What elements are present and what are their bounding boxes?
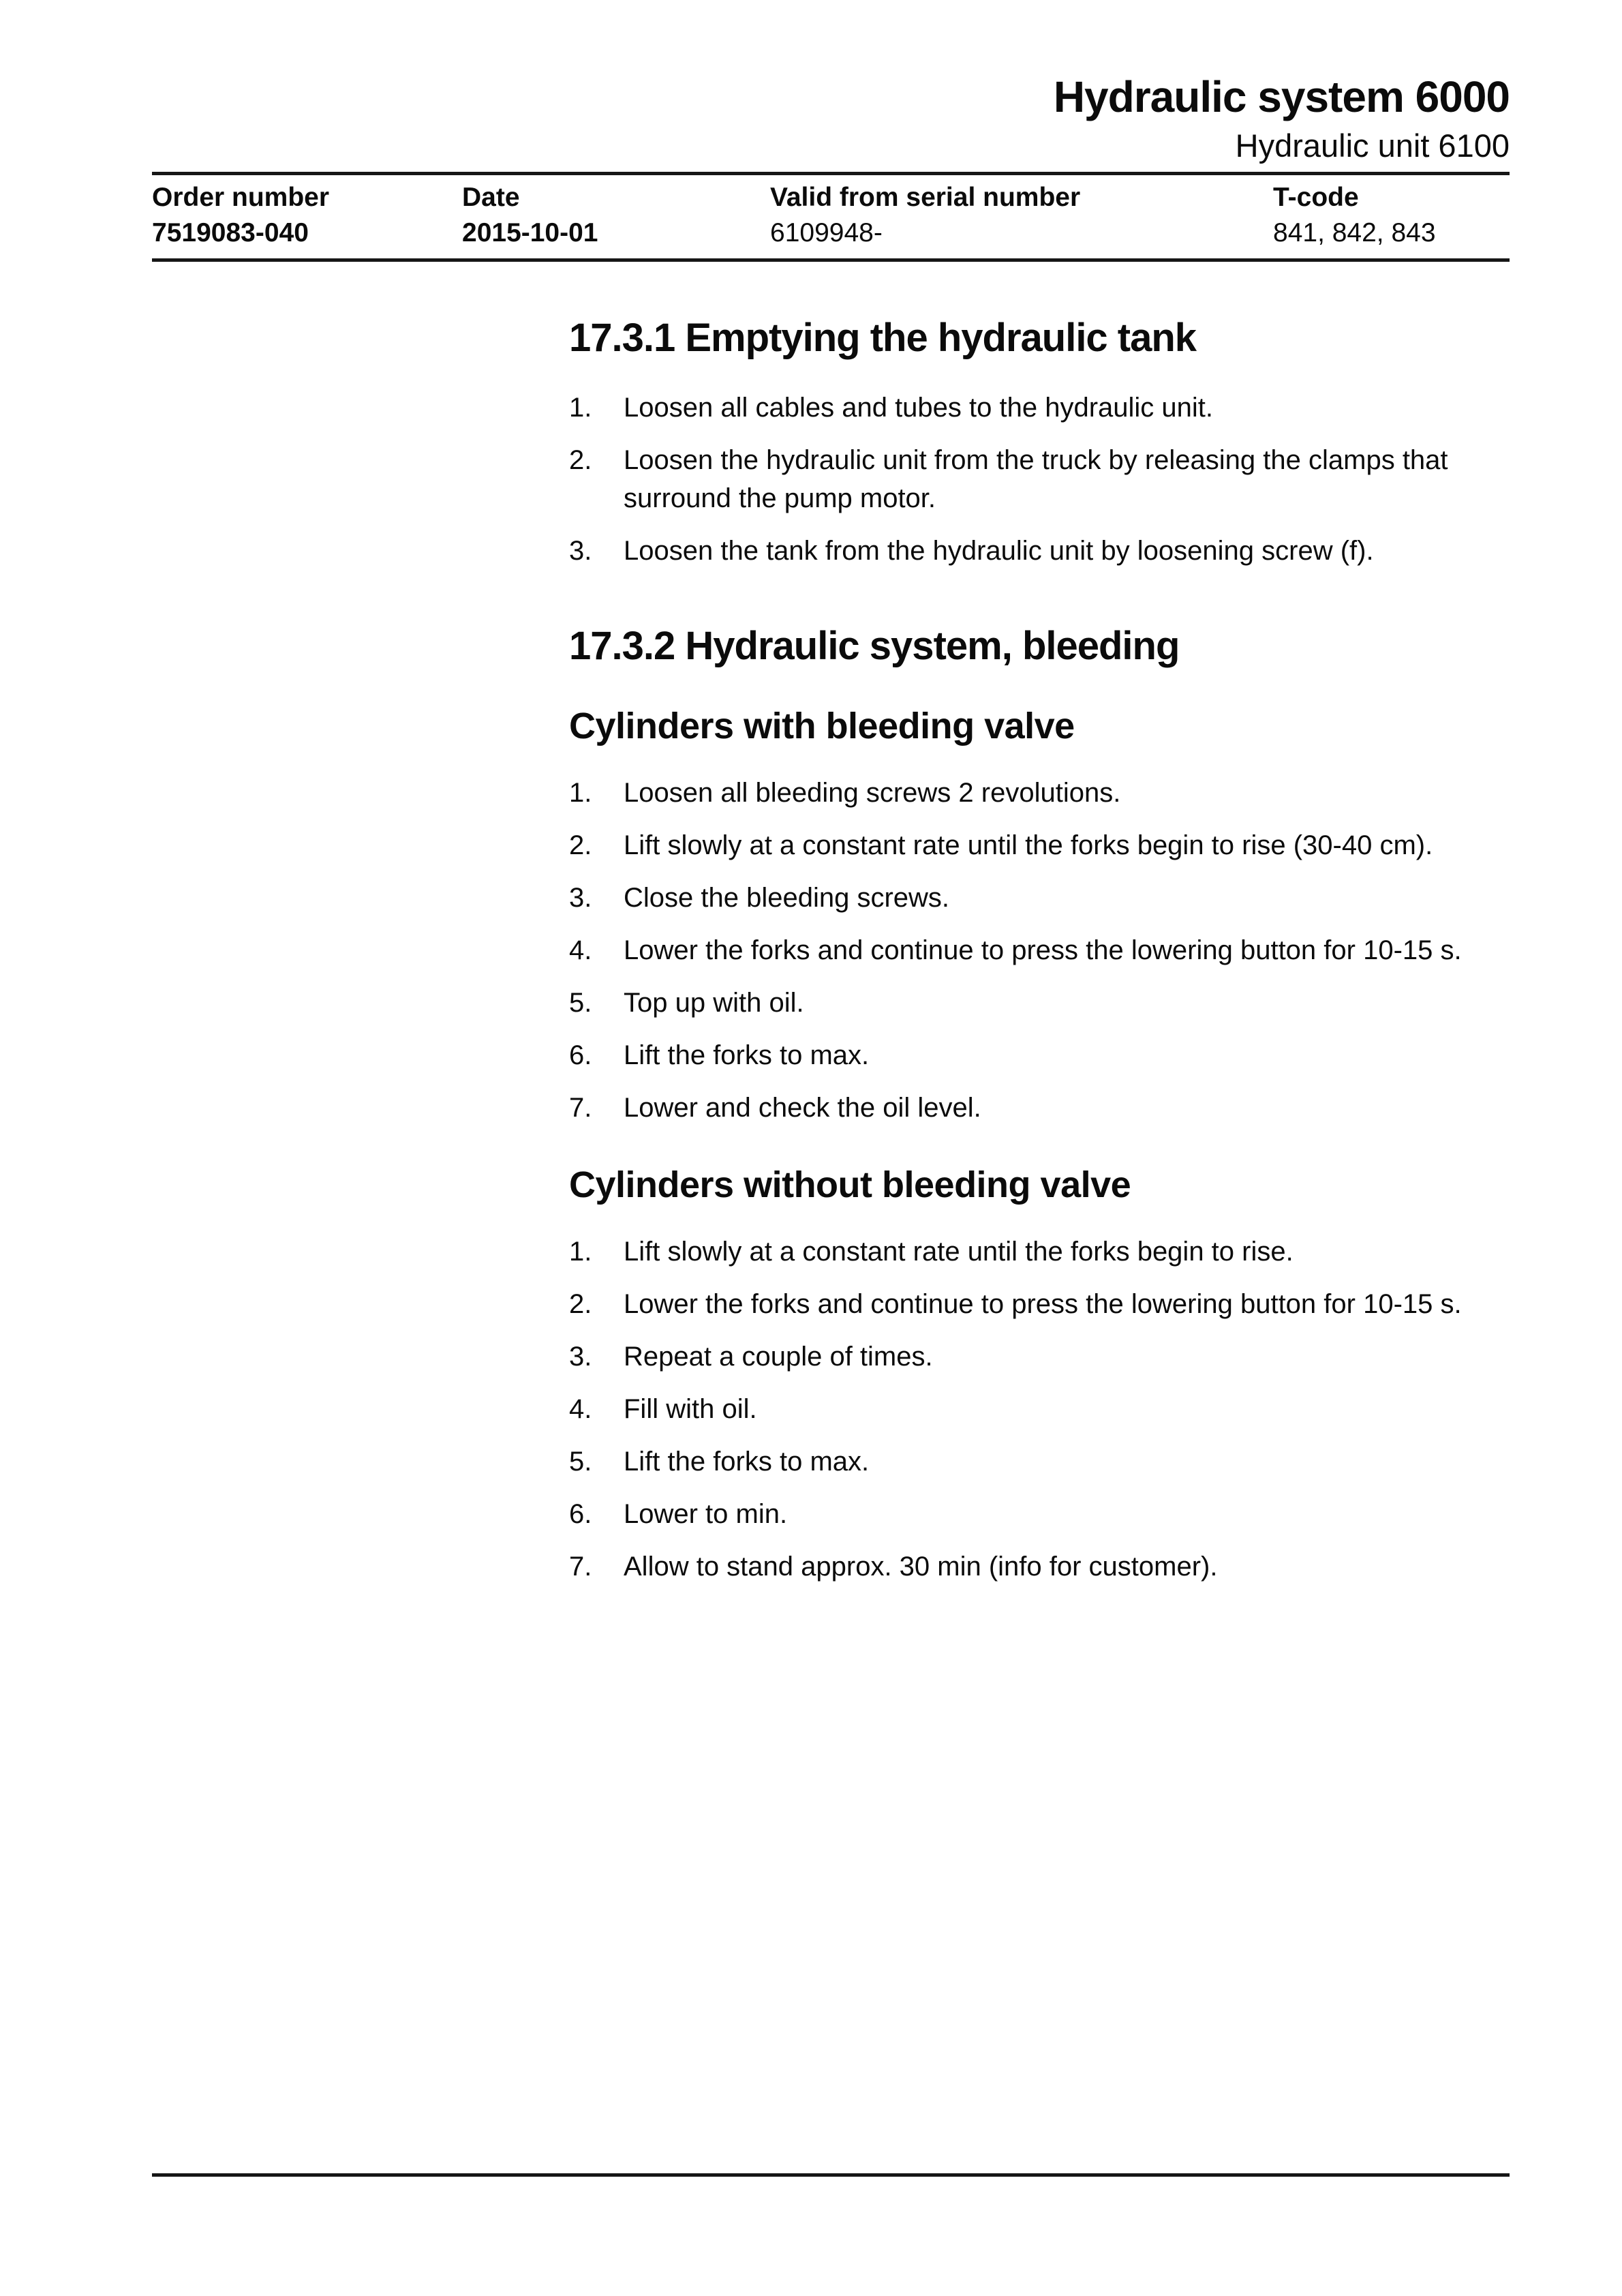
list-item-number: 1. xyxy=(569,393,592,423)
meta-col-valid-from-serial-number xyxy=(770,182,1273,249)
list-item-number: 4. xyxy=(569,1394,592,1424)
meta-col-order-number xyxy=(152,182,462,249)
list-item-text: Allow to stand approx. 30 min (info for customer). xyxy=(624,1552,1218,1582)
list-item xyxy=(569,389,1510,427)
meta-col-date xyxy=(462,182,770,249)
list-item-number: 1. xyxy=(569,778,592,808)
step-list xyxy=(569,389,1510,570)
step-list xyxy=(569,1233,1510,1586)
section-heading: 17.3.1 Emptying the hydraulic tank xyxy=(569,316,1197,360)
list-item-text: Lift the forks to max. xyxy=(624,1040,870,1070)
list-item-number: 5. xyxy=(569,988,592,1018)
list-item-number: 2. xyxy=(569,445,592,475)
list-item-text: Lower and check the oil level. xyxy=(624,1093,981,1123)
list-item-text: Loosen all cables and tubes to the hydraulic unit. xyxy=(624,393,1214,423)
list-item xyxy=(569,1233,1510,1271)
meta-label-date: Date xyxy=(462,183,520,212)
list-item-number: 7. xyxy=(569,1093,592,1123)
list-item-text: Lift slowly at a constant rate until the forks begin to rise (30-40 cm). xyxy=(624,830,1433,860)
list-item-text: Loosen the tank from the hydraulic unit by loosening screw (f). xyxy=(624,536,1374,566)
meta-label-order-number: Order number xyxy=(152,183,330,212)
list-item xyxy=(569,1547,1510,1586)
list-item-number: 7. xyxy=(569,1552,592,1582)
list-item-number: 3. xyxy=(569,536,592,566)
footer-rule xyxy=(152,2173,1510,2177)
page-header xyxy=(152,74,1510,262)
meta-label-t-code: T-code xyxy=(1273,183,1359,212)
list-item-number: 1. xyxy=(569,1237,592,1267)
step-list xyxy=(569,774,1510,1127)
list-item-text: Loosen the hydraulic unit from the truck by releasing the clamps that surround the pump motor. xyxy=(624,445,1448,513)
list-item xyxy=(569,1442,1510,1481)
list-item-text: Fill with oil. xyxy=(624,1394,757,1424)
list-item-text: Loosen all bleeding screws 2 revolutions. xyxy=(624,778,1121,808)
subsection-cylinders-with-bleeding-valve xyxy=(569,706,1510,1127)
list-item xyxy=(569,826,1510,864)
header-rule-bottom xyxy=(152,258,1510,262)
subsection-heading: Cylinders with bleeding valve xyxy=(569,706,1075,746)
list-item xyxy=(569,879,1510,917)
list-item-text: Lift slowly at a constant rate until the forks begin to rise. xyxy=(624,1237,1294,1267)
list-item xyxy=(569,931,1510,969)
list-item-number: 6. xyxy=(569,1499,592,1529)
list-item xyxy=(569,1036,1510,1074)
list-item-text: Close the bleeding screws. xyxy=(624,883,950,913)
list-item-number: 2. xyxy=(569,830,592,860)
list-item xyxy=(569,441,1510,517)
subsection-heading: Cylinders without bleeding valve xyxy=(569,1164,1131,1205)
list-item xyxy=(569,774,1510,812)
list-item-number: 6. xyxy=(569,1040,592,1070)
meta-value-t-code: 841, 842, 843 xyxy=(1273,218,1436,247)
page-body xyxy=(569,316,1510,1586)
meta-value-date: 2015-10-01 xyxy=(462,218,598,247)
list-item xyxy=(569,1338,1510,1376)
list-item-number: 5. xyxy=(569,1447,592,1477)
list-item-text: Lower the forks and continue to press the lowering button for 10-15 s. xyxy=(624,1289,1462,1319)
section-hydraulic-system-bleeding xyxy=(569,624,1510,1586)
meta-col-t-code xyxy=(1273,182,1510,249)
list-item-number: 3. xyxy=(569,883,592,913)
page-subtitle: Hydraulic unit 6100 xyxy=(1235,127,1510,164)
list-item-text: Lower the forks and continue to press the lowering button for 10-15 s. xyxy=(624,935,1462,965)
subsection-cylinders-without-bleeding-valve xyxy=(569,1165,1510,1586)
meta-row xyxy=(152,175,1510,258)
list-item xyxy=(569,1390,1510,1428)
meta-value-order-number: 7519083-040 xyxy=(152,218,309,247)
list-item-text: Top up with oil. xyxy=(624,988,804,1018)
list-item-number: 2. xyxy=(569,1289,592,1319)
section-emptying-the-hydraulic-tank xyxy=(569,316,1510,570)
list-item-number: 4. xyxy=(569,935,592,965)
section-heading: 17.3.2 Hydraulic system, bleeding xyxy=(569,624,1180,668)
meta-value-valid-from-serial-number: 6109948- xyxy=(770,218,883,247)
list-item-text: Repeat a couple of times. xyxy=(624,1342,933,1372)
list-item xyxy=(569,1089,1510,1127)
page-title: Hydraulic system 6000 xyxy=(1053,72,1510,121)
list-item-text: Lift the forks to max. xyxy=(624,1447,870,1477)
list-item xyxy=(569,984,1510,1022)
list-item-text: Lower to min. xyxy=(624,1499,788,1529)
meta-label-valid-from-serial-number: Valid from serial number xyxy=(770,183,1081,212)
list-item-number: 3. xyxy=(569,1342,592,1372)
list-item xyxy=(569,1495,1510,1533)
list-item xyxy=(569,532,1510,570)
list-item xyxy=(569,1285,1510,1323)
